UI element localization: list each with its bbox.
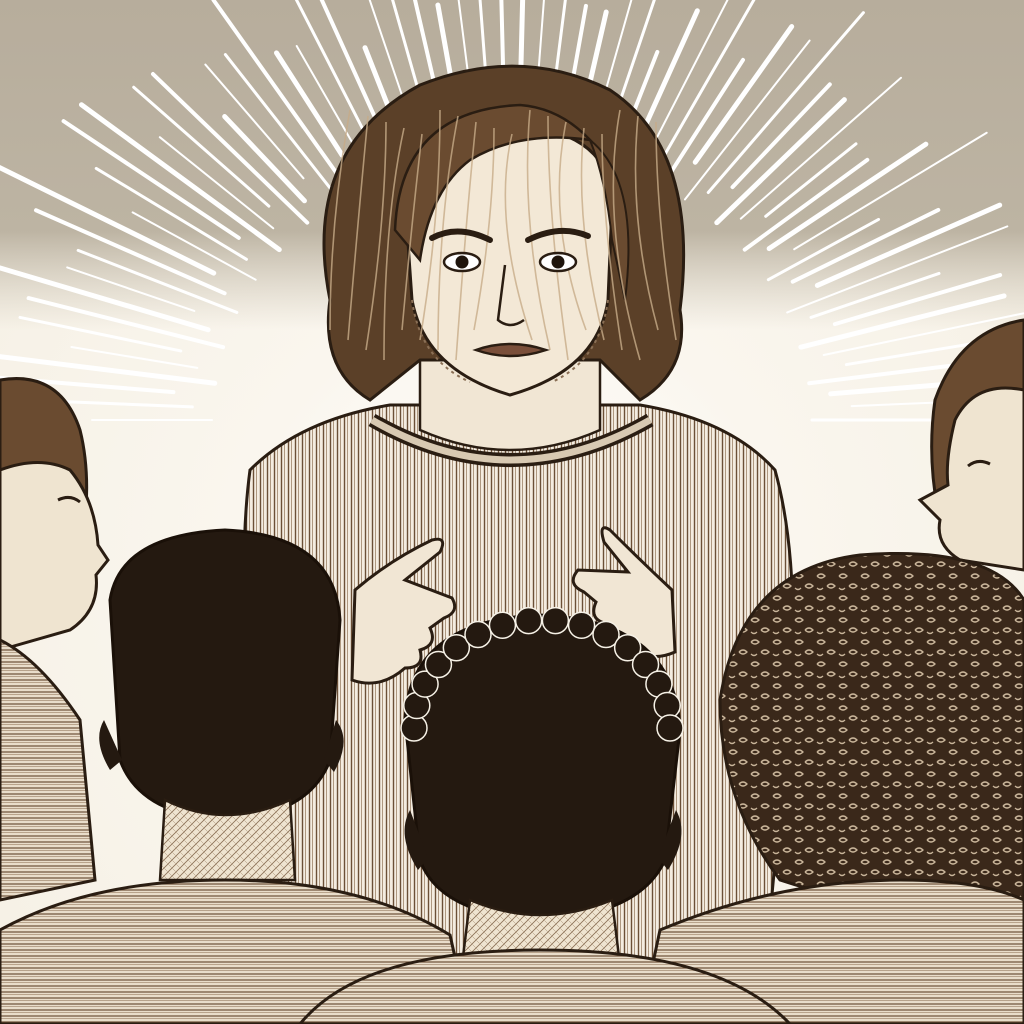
hair-curl	[465, 621, 491, 647]
hair-curl	[516, 608, 542, 634]
hair-curl	[569, 612, 595, 638]
hair-curl	[657, 715, 683, 741]
pursed-mouth	[476, 344, 546, 356]
short-hair-boy-head	[110, 530, 340, 820]
curly-hair-mass	[720, 553, 1024, 906]
hair-curl	[542, 608, 568, 634]
right-pupil	[552, 256, 565, 269]
left-pupil	[456, 256, 469, 269]
hair-curl	[489, 612, 515, 638]
